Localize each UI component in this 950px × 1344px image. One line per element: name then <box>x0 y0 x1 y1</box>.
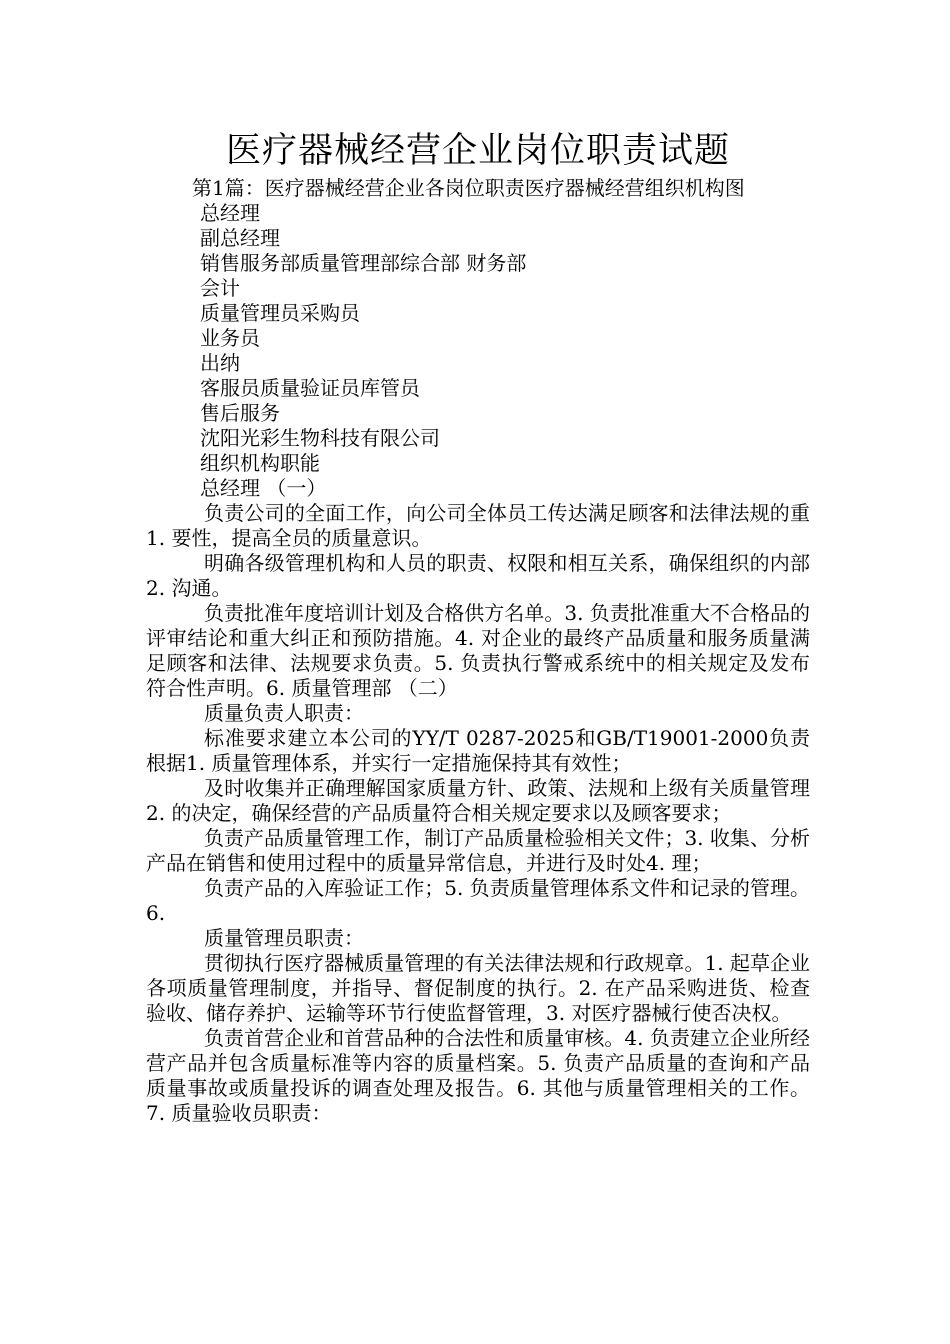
body-paragraph: 明确各级管理机构和人员的职责、权限和相互关系，确保组织的内部2. 沟通。 <box>146 551 810 600</box>
body-paragraph: 贯彻执行医疗器械质量管理的有关法律法规和行政规章。1. 起草企业各项质量管理制度，并指导、督促制度的执行。2. 在产品采购进货、检查验收、储存养护、运输等环节行使监督管理，3. 对医疗器械行使否决权。 <box>146 951 810 1025</box>
org-line: 出纳 <box>200 351 240 375</box>
org-line: 会计 <box>200 276 240 300</box>
document-page <box>146 128 810 1126</box>
org-line: 售后服务 <box>200 401 280 425</box>
body-paragraph: 负责首营企业和首营品种的合法性和质量审核。4. 负责建立企业所经营产品并包含质量标准等内容的质量档案。5. 负责产品质量的查询和产品质量事故或质量投诉的调查处理及报告。6. 其他与质量管理相关的工作。7. 质量验收员职责： <box>146 1026 810 1125</box>
org-line: 销售服务部质量管理部综合部 财务部 <box>200 251 527 275</box>
org-line: 组织机构职能 <box>200 451 320 475</box>
body-paragraph: 负责批准年度培训计划及合格供方名单。3. 负责批准重大不合格品的评审结论和重大纠正和预防措施。4. 对企业的最终产品质量和服务质量满足顾客和法律、法规要求负责。5. 负责执行警戒系统中的相关规定及发布符合性声明。6. 质量管理部 （二） <box>146 601 810 700</box>
section-heading: 质量负责人职责： <box>204 701 364 725</box>
org-line: 总经理 <box>200 201 260 225</box>
body-paragraph: 负责产品的入库验证工作；5. 负责质量管理体系文件和记录的管理。6. <box>146 876 810 925</box>
document-title: 医疗器械经营企业岗位职责试题 <box>225 131 730 171</box>
body-paragraph: 负责产品质量管理工作，制订产品质量检验相关文件；3. 收集、分析产品在销售和使用过程中的质量异常信息，并进行及时处4. 理； <box>146 826 810 875</box>
section-heading: 质量管理员职责： <box>204 926 364 950</box>
org-line: 质量管理员采购员 <box>200 301 360 325</box>
org-line: 总经理 （一） <box>200 476 327 500</box>
org-line: 副总经理 <box>200 226 280 250</box>
body-paragraph: 及时收集并正确理解国家质量方针、政策、法规和上级有关质量管理2. 的决定，确保经营的产品质量符合相关规定要求以及顾客要求； <box>146 776 810 825</box>
body-paragraph: 标准要求建立本公司的YY/T 0287-2025和GB/T19001-2000负责根据1. 质量管理体系，并实行一定措施保持其有效性； <box>146 726 810 775</box>
intro-paragraph: 第1篇：医疗器械经营企业各岗位职责医疗器械经营组织机构图 <box>192 176 745 200</box>
org-line: 客服员质量验证员库管员 <box>200 376 420 400</box>
body-paragraph: 负责公司的全面工作，向公司全体员工传达满足顾客和法律法规的重1. 要性，提高全员的质量意识。 <box>146 501 810 550</box>
org-line: 业务员 <box>200 326 260 350</box>
org-line: 沈阳光彩生物科技有限公司 <box>200 426 440 450</box>
